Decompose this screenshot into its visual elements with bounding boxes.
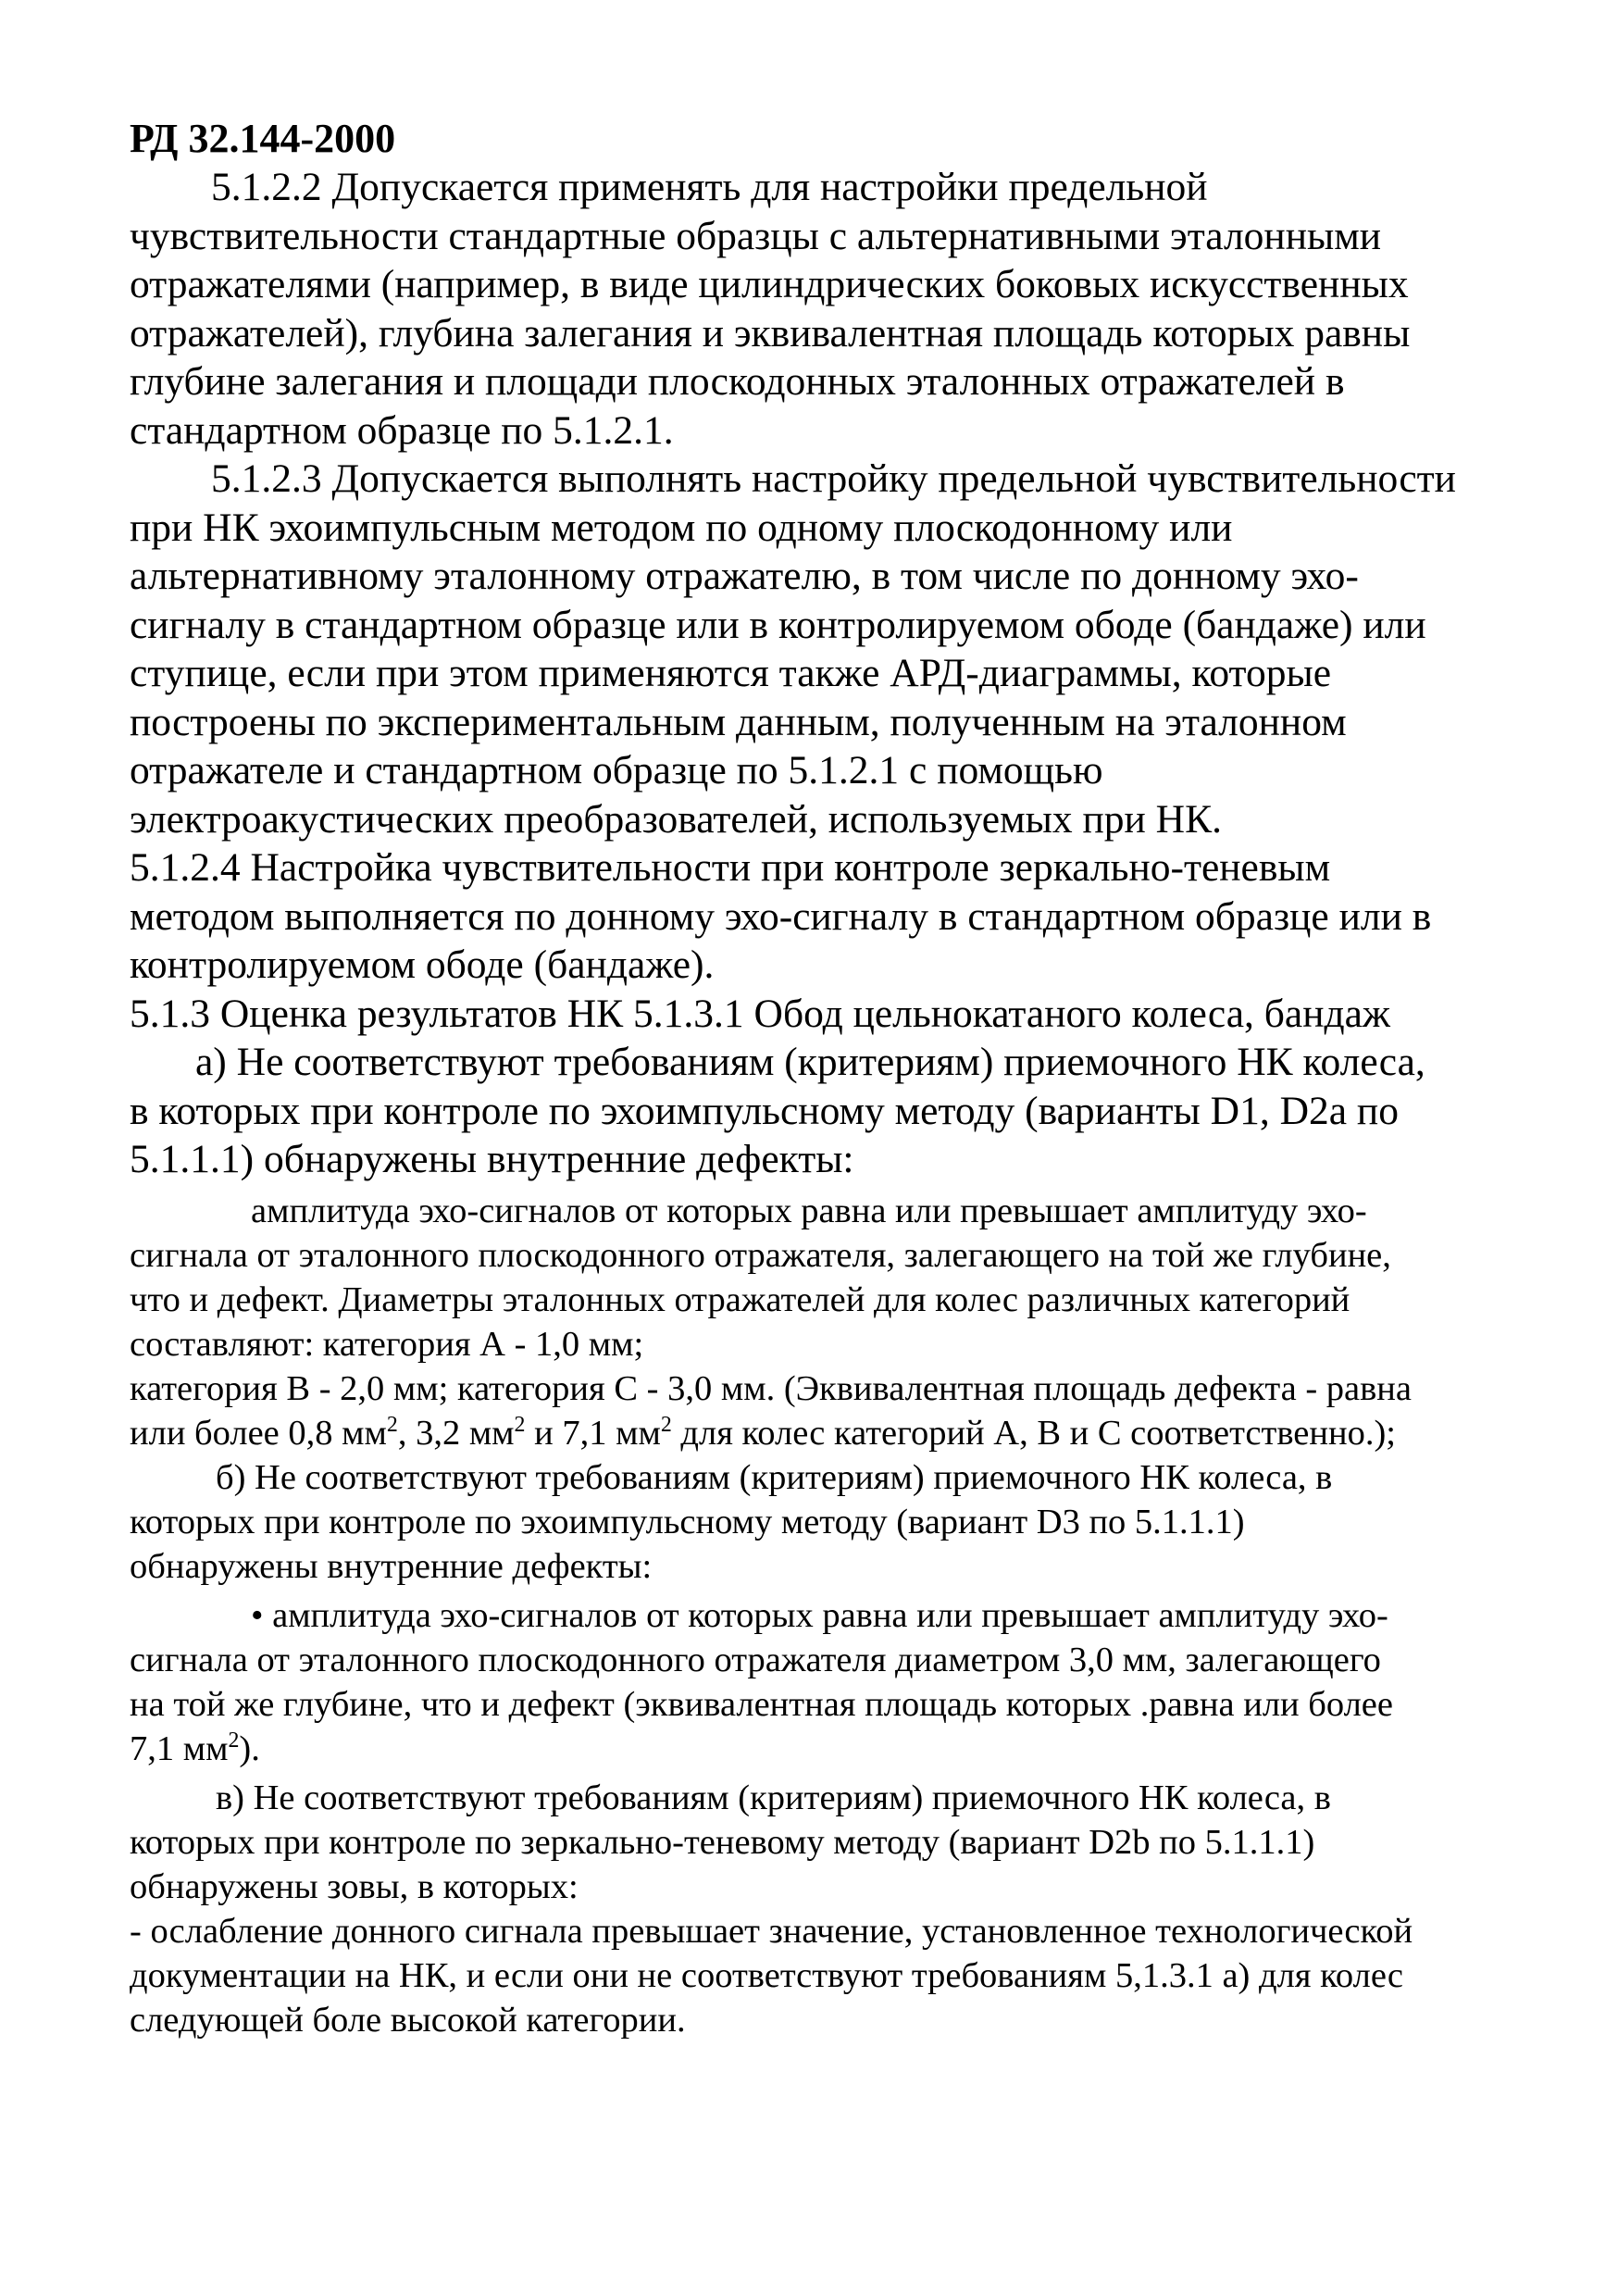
- superscript: 2: [386, 1412, 398, 1437]
- paragraph-5-1-2-4: 5.1.2.4 Настройка чувствительности при контроле зеркально-теневым методом выполняется по донному эхо-сигналу в стандартном образце или в контролируемом ободе (бандаже).: [130, 845, 1432, 987]
- paragraph-5-1-2-3: 5.1.2.3 Допускается выполнять настройку предельной чувствительности при НК эхоимпульсным методом по одному плоскодонному или альтернативному эталонному отражателю, в том числе по донному эхо- сигналу в стандартном образце или в контролируемом ободе (бандаже) или ступице, если при этом применяются также АРД-диаграммы, которые построены по экспериментальным данным, полученным на эталонном отражателе и стандартном образце по 5.1.2.1 с помощью электроакустических преобразователей, используемых при НК.: [130, 456, 1456, 842]
- superscript: 2: [514, 1412, 526, 1437]
- item-a-detail-text-2: , 3,2 мм: [397, 1413, 515, 1453]
- item-a-detail-text-1: амплитуда эхо-сигналов от которых равна или превышает амплитуду эхо- сигнала от эталонного плоскодонного отражателя, залегающего на той же глубине, что и дефект. Диаметры эталонных отражателей для колес различных категорий составляют: категория А - 1,0 мм; категория В - 2,0 мм; категория С - 3,0 мм. (Эквивалентная площадь дефекта - равна или более 0,8 мм: [130, 1191, 1413, 1453]
- document-body: [130, 115, 1537, 2042]
- superscript: 2: [660, 1412, 672, 1437]
- item-b-detail-text-1: • амплитуда эхо-сигналов от которых равна или превышает амплитуду эхо- сигнала от эталонного плоскодонного отражателя диаметром 3,0 мм, залегающего на той же глубине, что и дефект (эквивалентная площадь которых .равна или более 7,1 мм: [130, 1595, 1393, 1768]
- paragraph-5-1-2-2: 5.1.2.2 Допускается применять для настройки предельной чувствительности стандартные образцы с альтернативными эталонными отражателями (например, в виде цилиндрических боковых искусственных отражателей), глубина залегания и эквивалентная площадь которых равны глубине залегания и площади плоскодонных эталонных отражателей в стандартном образце по 5.1.2.1.: [130, 165, 1411, 453]
- paragraph-item-a: а) Не соответствуют требованиям (критериям) приемочного НК колеса, в которых при контроле по эхоимпульсному методу (варианты D1, D2a по 5.1.1.1) обнаружены внутренние дефекты:: [130, 1040, 1425, 1181]
- paragraph-item-v: в) Не соответствуют требованиям (критериям) приемочного НК колеса, в которых при контроле по зеркально-теневому методу (вариант D2b по 5.1.1.1) обнаружены зовы, в которых: - ослабление донного сигнала превышает значение, установленное технологической документации на НК, и если они не соответствуют требованиям 5,1.3.1 а) для колес следующей боле высокой категории.: [130, 1778, 1413, 2040]
- paragraph-item-b-detail: [130, 1593, 1537, 1771]
- paragraph-item-a-detail: [130, 1189, 1537, 1455]
- item-a-detail-text-4: для колес категорий А, В и С соответственно.);: [671, 1413, 1396, 1453]
- superscript: 2: [228, 1728, 240, 1753]
- paragraph-5-1-3: 5.1.3 Оценка результатов НК 5.1.3.1 Обод цельнокатаного колеса, бандаж: [130, 991, 1390, 1036]
- item-a-detail-text-3: и 7,1 мм: [525, 1413, 661, 1453]
- item-b-detail-text-2: ).: [239, 1728, 260, 1768]
- document-header: РД 32.144-2000: [130, 116, 396, 161]
- paragraph-item-b: б) Не соответствуют требованиям (критериям) приемочного НК колеса, в которых при контроле по эхоимпульсному методу (вариант D3 по 5.1.1.1) обнаружены внутренние дефекты:: [130, 1457, 1333, 1586]
